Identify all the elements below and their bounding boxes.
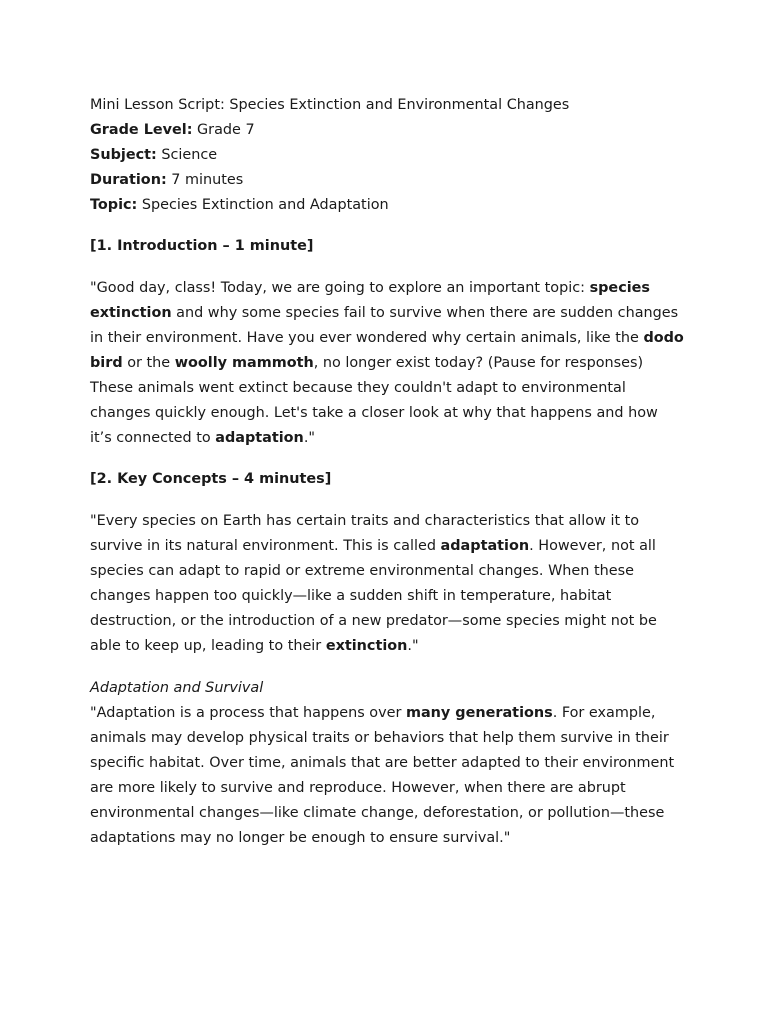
bold-term: many generations	[405, 705, 553, 721]
bold-term: adaptation	[440, 538, 530, 554]
meta-label: Topic:	[90, 197, 138, 213]
meta-subject	[90, 143, 684, 168]
text-run: These animals went extinct because they couldn't adapt to environmental changes quickly enough. Let's take a closer look at why that happens and how it’s connected to	[90, 380, 658, 446]
text-run: "Good day, class! Today, we are going to explore an important topic:	[90, 280, 590, 296]
subheading-adaptation-survival: Adaptation and Survival	[90, 680, 264, 696]
text-run: "Every species on Earth has certain traits and characteristics that allow it to survive in its natural environment. This is called	[90, 513, 640, 554]
bold-term: extinction	[325, 638, 408, 654]
bold-term: woolly mammoth	[174, 355, 314, 371]
section-heading-introduction: [1. Introduction – 1 minute]	[90, 238, 314, 254]
meta-label: Subject:	[90, 147, 157, 163]
meta-value: Science	[161, 147, 218, 163]
text-run: ."	[303, 430, 316, 446]
key-concepts-paragraph	[90, 509, 684, 659]
adaptation-paragraph	[90, 701, 684, 851]
meta-value: Grade 7	[197, 122, 255, 138]
section-heading-key-concepts: [2. Key Concepts – 4 minutes]	[90, 471, 332, 487]
intro-paragraph-2	[90, 376, 684, 451]
bold-term: adaptation	[215, 430, 304, 446]
lesson-title: Mini Lesson Script: Species Extinction and Environmental Changes	[90, 97, 570, 113]
meta-value: Species Extinction and Adaptation	[141, 197, 389, 213]
meta-value: 7 minutes	[171, 172, 244, 188]
bold-term: species extinction	[90, 280, 650, 321]
meta-duration	[90, 168, 684, 193]
meta-topic	[90, 193, 684, 218]
text-run: . For example, animals may develop physical traits or behaviors that help them survive in their specific habitat. Over time, animals that are better adapted to their environment are more likely to survive and reproduce. However, when there are abrupt environmental changes—like climate change, deforestation, or pollution—these adaptations may no longer be enough to ensure survival."	[90, 705, 675, 846]
text-run: ."	[407, 638, 419, 654]
meta-label: Duration:	[90, 172, 167, 188]
text-run: or the	[122, 355, 175, 371]
intro-paragraph-1	[90, 276, 684, 376]
text-run: "Adaptation is a process that happens over	[90, 705, 406, 721]
meta-grade-level	[90, 118, 684, 143]
text-run: and why some species fail to survive when there are sudden changes in their environment. Have you ever wondered why certain animals, like the	[90, 305, 679, 346]
text-run: . However, not all species can adapt to rapid or extreme environmental changes. When these changes happen too quickly—like a sudden shift in temperature, habitat destruction, or the introduction of a new predator—some species might not be able to keep up, leading to their	[90, 538, 657, 654]
bold-term: dodo bird	[90, 330, 684, 371]
meta-label: Grade Level:	[90, 122, 193, 138]
text-run: , no longer exist today? (Pause for responses)	[313, 355, 644, 371]
